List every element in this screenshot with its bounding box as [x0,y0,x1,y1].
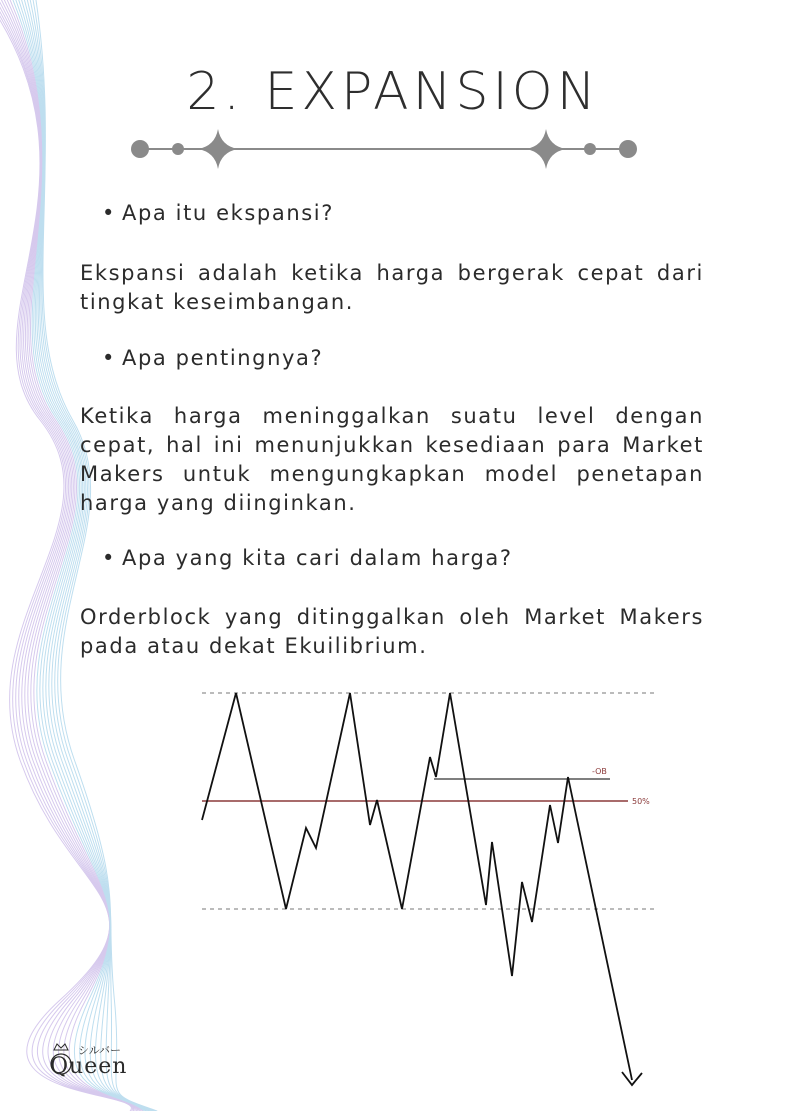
question-3: • Apa yang kita cari dalam harga? [102,546,513,570]
expansion-price-diagram [196,680,666,1095]
page-title: 2. EXPANSION [186,62,600,122]
fifty-label: 50% [632,797,650,806]
answer-2: Ketika harga meninggalkan suatu level dengan cepat, hal ini menunjukkan kesediaan para Market Makers untuk mengungkapkan model penetapan harga yang diinginkan. [80,404,704,515]
ob-label: -OB [592,767,607,776]
queen-logo [44,1040,144,1082]
logo-word: Queen [50,1054,128,1079]
answer-3: Orderblock yang ditinggalkan oleh Market Makers pada atau dekat Ekuilibrium. [80,605,704,658]
price-path [202,693,632,1080]
ornamental-divider [126,124,646,174]
answer-1: Ekspansi adalah ketika harga bergerak cepat dari tingkat keseimbangan. [80,261,704,314]
logo-subtitle: シルバー [78,1044,121,1057]
question-2: • Apa pentingnya? [102,346,323,370]
question-1: • Apa itu ekspansi? [102,201,334,225]
